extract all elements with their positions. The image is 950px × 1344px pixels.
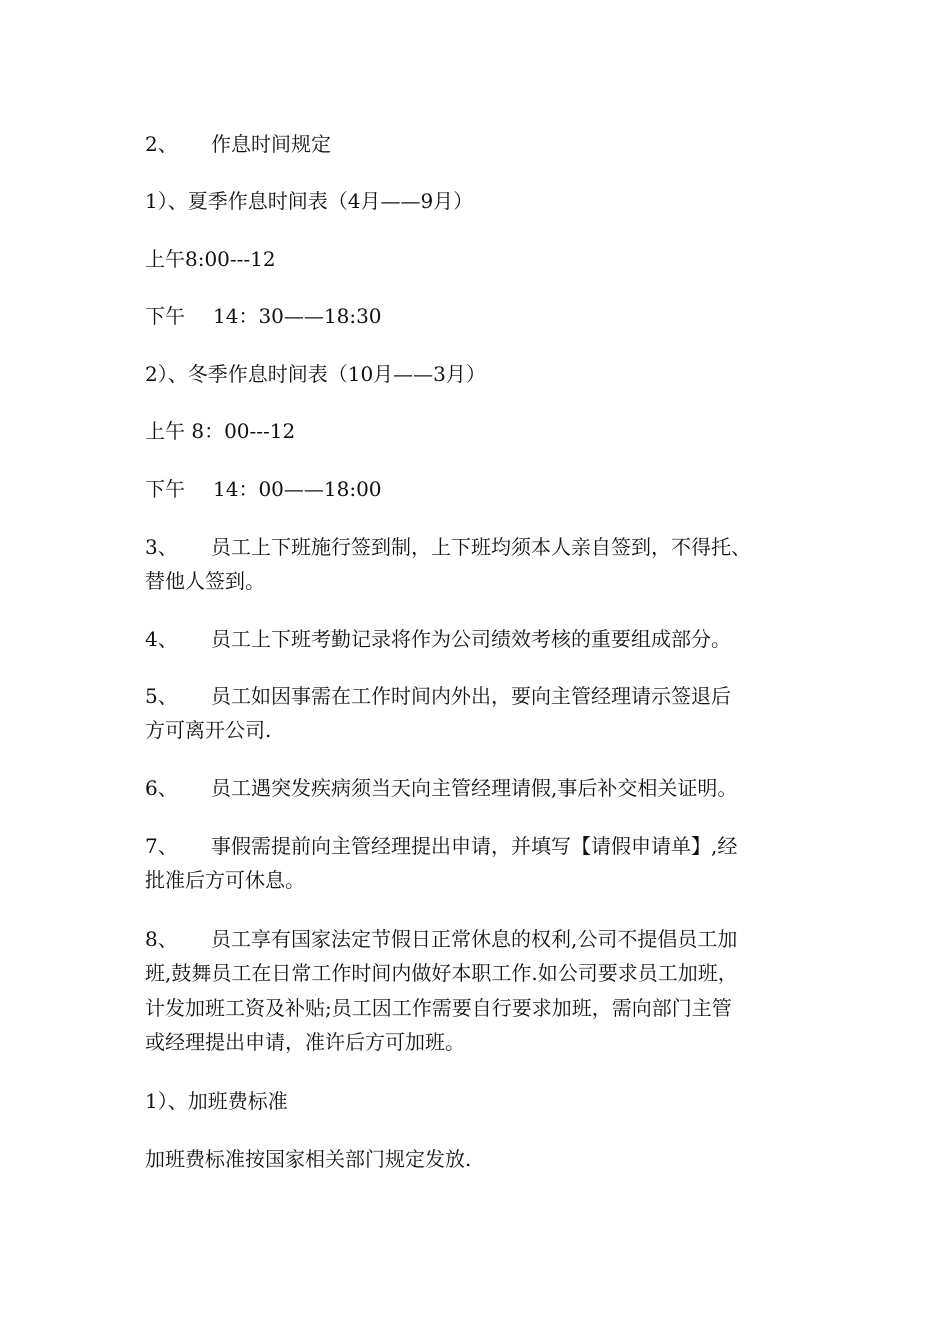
- item-3-line-1: [145, 533, 810, 562]
- item-text: 员工遇突发疾病须当天向主管经理请假,事后补交相关证明。: [211, 776, 738, 800]
- item-text: 事假需提前向主管经理提出申请，并填写【请假申请单】,经: [211, 834, 738, 858]
- afternoon-label: 下午: [145, 477, 185, 501]
- item-text: 员工上下班考勤记录将作为公司绩效考核的重要组成部分。: [211, 627, 731, 651]
- item-text: 员工上下班施行签到制，上下班均须本人亲自签到，不得托、: [211, 535, 751, 559]
- item-3-line-2: 替他人签到。: [145, 569, 265, 593]
- overtime-standard-title: 1）、加班费标准: [145, 1089, 288, 1113]
- item-number: 3、: [145, 535, 178, 559]
- item-7-line-2: 批准后方可休息。: [145, 868, 305, 892]
- item-8-line-1: [145, 925, 810, 954]
- winter-morning-hours: 上午 8：00---12: [145, 419, 296, 443]
- winter-afternoon-hours: [145, 475, 810, 504]
- section-2-heading: [145, 130, 810, 159]
- item-number: 8、: [145, 927, 178, 951]
- overtime-standard-text: 加班费标准按国家相关部门规定发放.: [145, 1147, 472, 1171]
- section-title: 作息时间规定: [211, 132, 331, 156]
- summer-schedule-title: 1）、夏季作息时间表（4月——9月）: [145, 189, 474, 213]
- winter-schedule-title: 2）、冬季作息时间表（10月——3月）: [145, 362, 486, 386]
- item-text: 员工如因事需在工作时间内外出，要向主管经理请示签退后: [211, 684, 731, 708]
- item-8-line-4: 或经理提出申请，准许后方可加班。: [145, 1030, 465, 1054]
- summer-morning-hours: 上午8:00---12: [145, 247, 276, 271]
- item-8-line-2: 班,鼓舞员工在日常工作时间内做好本职工作.如公司要求员工加班，: [145, 961, 738, 985]
- item-5-line-1: [145, 682, 810, 711]
- item-5-line-2: 方可离开公司.: [145, 718, 272, 742]
- item-4: [145, 625, 810, 654]
- afternoon-time: 14：30——18:30: [213, 304, 382, 328]
- item-number: 4、: [145, 627, 178, 651]
- item-7-line-1: [145, 832, 810, 861]
- item-number: 6、: [145, 776, 178, 800]
- afternoon-time: 14：00——18:00: [213, 477, 382, 501]
- item-8-line-3: 计发加班工资及补贴;员工因工作需要自行要求加班，需向部门主管: [145, 996, 732, 1020]
- item-number: 7、: [145, 834, 178, 858]
- afternoon-label: 下午: [145, 304, 185, 328]
- section-number: 2、: [145, 132, 178, 156]
- item-text: 员工享有国家法定节假日正常休息的权利,公司不提倡员工加: [211, 927, 738, 951]
- item-6: [145, 774, 810, 803]
- item-number: 5、: [145, 684, 178, 708]
- summer-afternoon-hours: [145, 302, 810, 331]
